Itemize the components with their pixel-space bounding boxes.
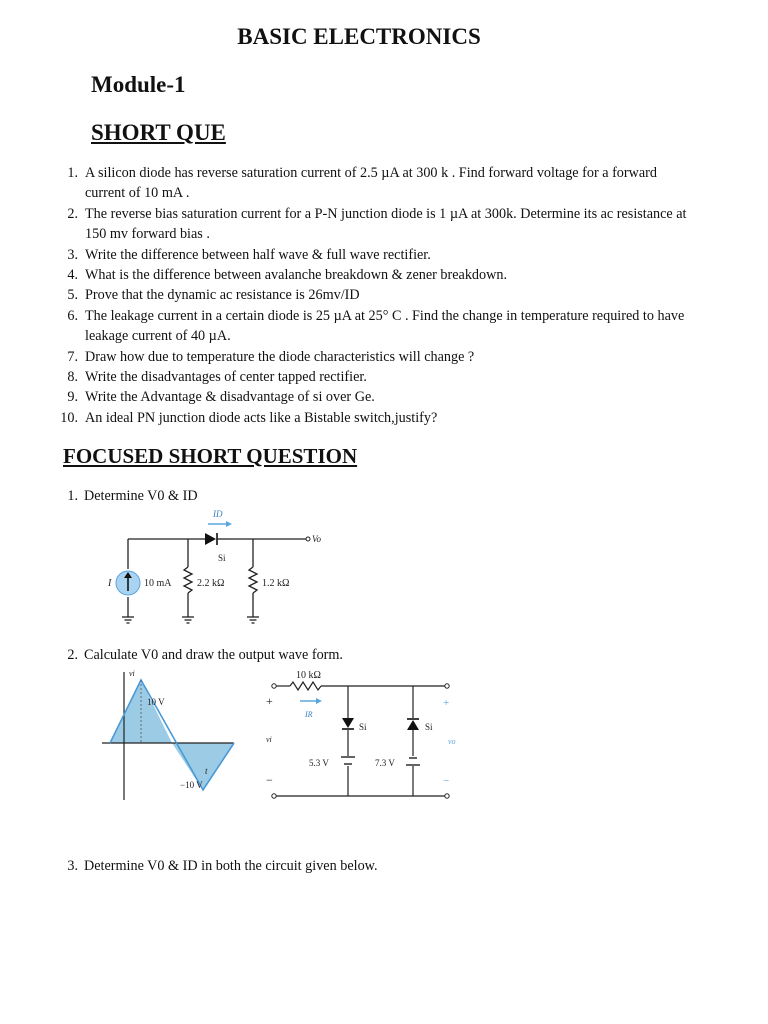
output-minus-sign: − <box>443 775 450 787</box>
focused-questions-heading: FOCUSED SHORT QUESTION <box>63 444 358 468</box>
vi-axis-label: vi <box>129 669 135 678</box>
battery-1-icon <box>341 757 355 764</box>
output-plus-sign: + <box>443 697 450 709</box>
diode-2-icon <box>407 719 419 730</box>
input-plus-sign: + <box>266 694 273 708</box>
list-item: 6. The leakage current in a certain diode is 25 µA at 25° C . Find the change in temperature required to have leakage current of 40 µA. <box>67 307 685 345</box>
list-item: 7. Draw how due to temperature the diode characteristics will change ? <box>67 348 475 365</box>
input-minus-sign: − <box>266 773 273 787</box>
ground-icon <box>122 617 259 623</box>
focused-question-2: 2. Calculate V0 and draw the output wave form. <box>67 647 343 663</box>
focused-question-1: 1. Determine V0 & ID <box>67 488 198 504</box>
list-item: 8. Write the disadvantages of center tapped rectifier. <box>67 369 367 386</box>
list-item: 3. Write the difference between half wave & full wave rectifier. <box>67 246 431 263</box>
diode-2-label: Si <box>425 722 433 732</box>
list-item: 1. A silicon diode has reverse saturation current of 2.5 µA at 300 k . Find forward voltage for a forward current of 10 mA . <box>67 165 657 202</box>
module-label: Module-1 <box>91 72 186 97</box>
vo-label: Vo <box>312 534 321 544</box>
short-questions-list <box>56 163 696 428</box>
diode-icon <box>200 533 230 545</box>
diode-label: Si <box>218 553 226 563</box>
list-item: 10. An ideal PN junction diode acts like a Bistable switch,justify? <box>60 409 438 426</box>
resistor-value: 10 kΩ <box>296 670 321 681</box>
current-source-icon <box>116 571 140 595</box>
current-label: I <box>108 578 112 589</box>
current-value: 10 mA <box>144 578 172 589</box>
vi-label: vi <box>266 735 272 744</box>
circuit-diagram-2 <box>262 668 462 802</box>
output-terminal-icon <box>306 537 310 541</box>
diode-1-label: Si <box>359 722 367 732</box>
peak-negative-label: −10 V <box>180 780 203 790</box>
ir-label: IR <box>305 710 313 719</box>
circuit-diagram-1 <box>100 505 340 635</box>
id-label: ID <box>213 509 223 519</box>
resistor-1-value: 2.2 kΩ <box>197 578 225 589</box>
list-item: 5. Prove that the dynamic ac resistance is 26mv/ID <box>67 287 360 304</box>
short-questions-heading: SHORT QUE <box>91 120 226 145</box>
resistor-2-value: 1.2 kΩ <box>262 578 290 589</box>
vo-label: vo <box>448 737 456 746</box>
focused-question-3: 3. Determine V0 & ID in both the circuit given below. <box>67 858 378 874</box>
diode-1-icon <box>342 718 354 729</box>
battery-1-value: 5.3 V <box>309 758 329 768</box>
current-arrow-icon <box>300 698 322 704</box>
input-waveform <box>102 668 240 802</box>
document-title: BASIC ELECTRONICS <box>237 24 481 49</box>
list-item: 2. The reverse bias saturation current for a P-N junction diode is 1 µA at 300k. Determine its ac resistance at 150 mv forward bias . <box>67 205 687 243</box>
battery-2-value: 7.3 V <box>375 758 395 768</box>
terminal-icon <box>272 684 449 798</box>
battery-2-icon <box>406 758 420 765</box>
time-axis-label: t <box>205 766 208 776</box>
peak-positive-label: 10 V <box>147 697 165 707</box>
current-arrow-icon <box>208 521 232 527</box>
list-item: 4. What is the difference between avalanche breakdown & zener breakdown. <box>67 267 508 284</box>
list-item: 9. Write the Advantage & disadvantage of si over Ge. <box>67 389 375 406</box>
